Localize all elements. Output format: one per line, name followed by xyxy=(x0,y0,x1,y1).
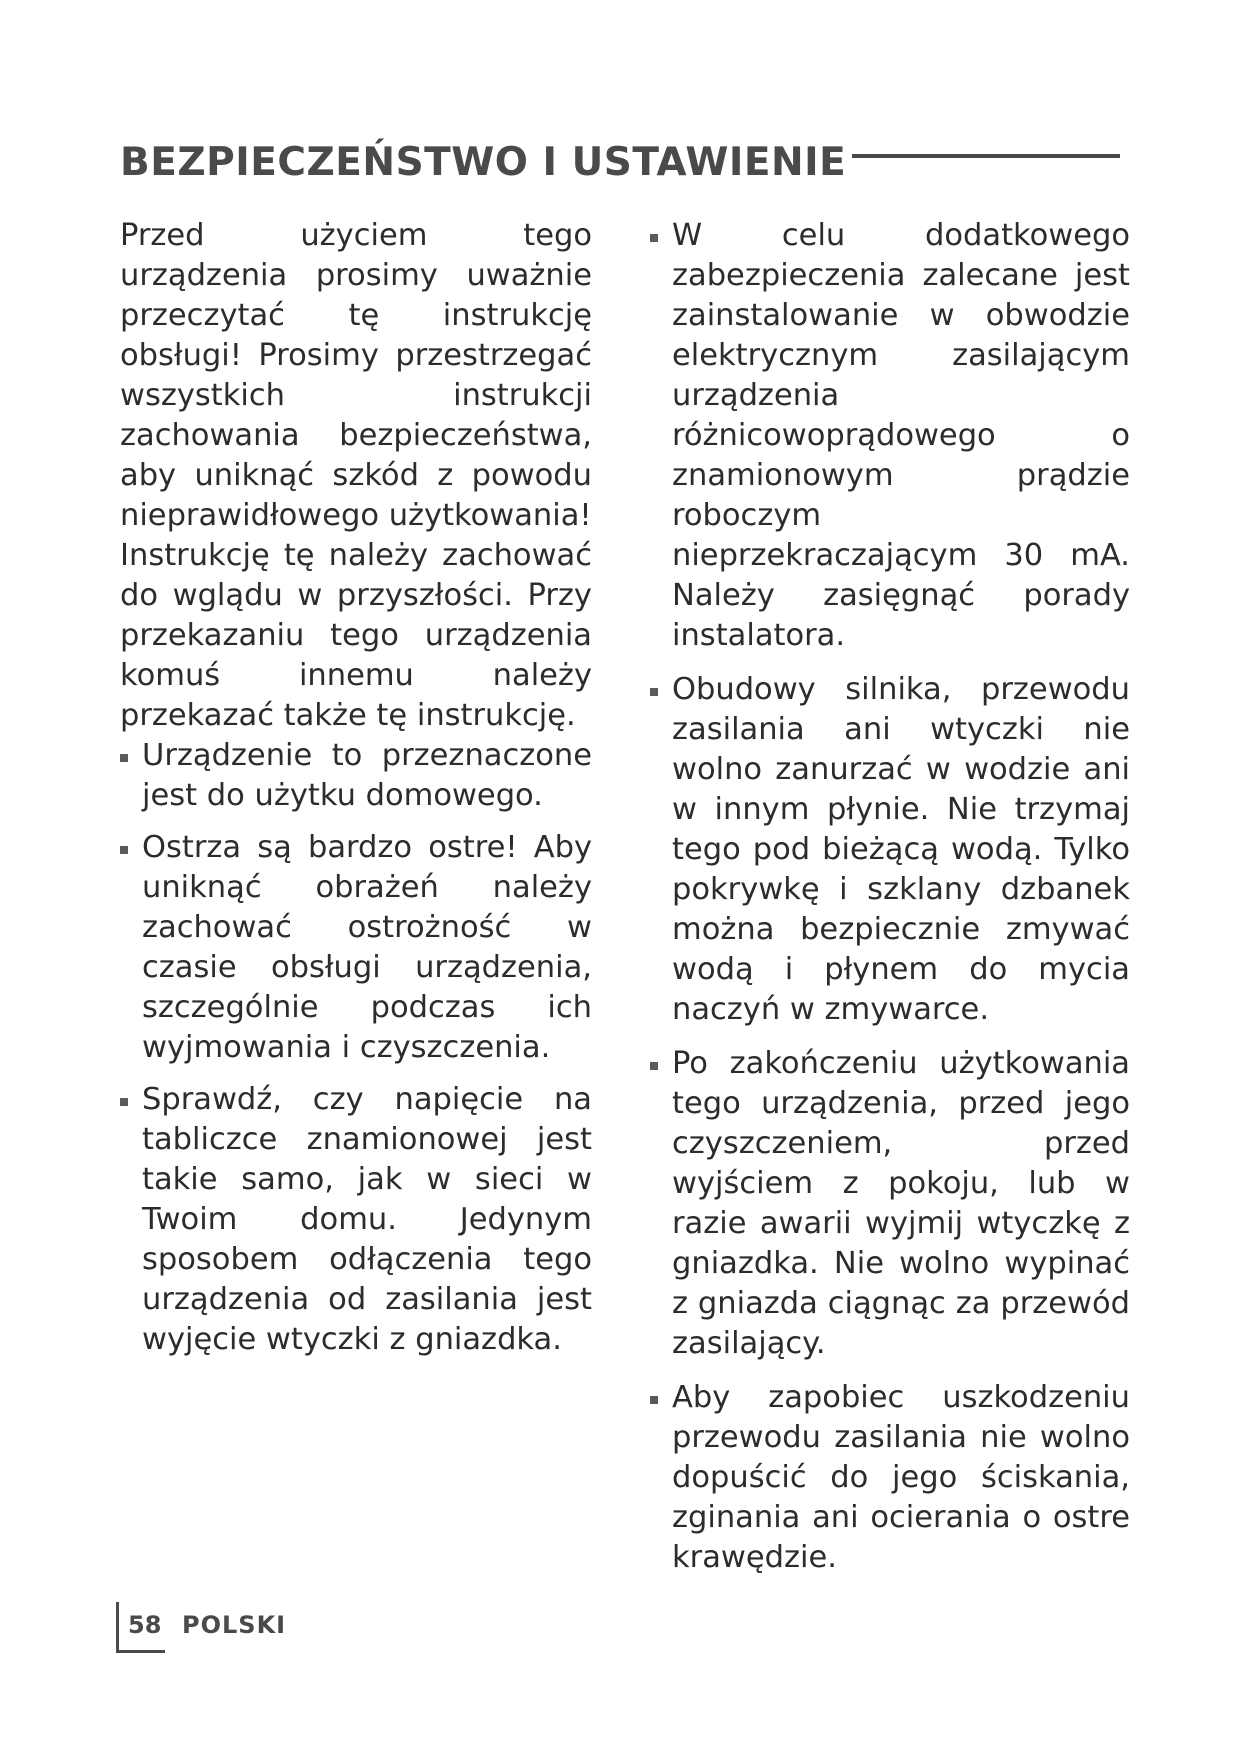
list-item-text: Sprawdź, czy napięcie na tabliczce znamionowej jest takie samo, jak w sieci w Twoim domu. Jedynym sposobem odłączenia tego urządzenia od zasilania jest wyjęcie wtyczki z gniazdka. xyxy=(142,1082,592,1357)
left-column xyxy=(120,216,592,1372)
language-label: POLSKI xyxy=(182,1611,287,1639)
list-item xyxy=(650,670,1130,1030)
intro-paragraph: Przed użyciem tego urządzenia prosimy uważnie przeczytać tę instrukcję obsługi! Prosimy przestrzegać wszystkich instrukcji zachowania bezpieczeństwa, aby uniknąć szkód z powodu nieprawidłowego użytkowania! xyxy=(120,218,592,533)
square-bullet-icon xyxy=(120,1098,128,1106)
list-item xyxy=(120,736,592,816)
square-bullet-icon xyxy=(120,846,128,854)
list-item xyxy=(650,1378,1130,1578)
list-item-text: Ostrza są bardzo ostre! Aby uniknąć obrażeń należy zachować ostrożność w czasie obsługi urządzenia, szczególnie podczas ich wyjmowania i czyszczenia. xyxy=(142,830,592,1065)
list-item xyxy=(120,828,592,1068)
list-item-text: Po zakończeniu użytkowania tego urządzenia, przed jego czyszczeniem, przed wyjściem z pokoju, lub w razie awarii wyjmij wtyczkę z gniazdka. Nie wolno wypinać z gniazda ciągnąc za przewód zasilający. xyxy=(672,1046,1130,1361)
list-item xyxy=(650,216,1130,656)
square-bullet-icon xyxy=(650,234,658,242)
list-item-text: Aby zapobiec uszkodzeniu przewodu zasilania nie wolno dopuścić do jego ściskania, zginania ani ocierania o ostre krawędzie. xyxy=(672,1380,1130,1575)
list-item-text: W celu dodatkowego zabezpieczenia zalecane jest zainstalowanie w obwodzie elektrycznym zasilającym urządzenia różnicowoprądowego o znamionowym prądzie roboczym nieprzekraczającym 30 mA. Należy zasięgnąć porady instalatora. xyxy=(672,218,1130,653)
square-bullet-icon xyxy=(120,754,128,762)
square-bullet-icon xyxy=(650,688,658,696)
page-number: 58 xyxy=(128,1611,162,1639)
right-column xyxy=(650,216,1130,1592)
intro-paragraph-2: Instrukcję tę należy zachować do wglądu w przyszłości. Przy przekazaniu tego urządzenia komuś innemu należy przekazać także tę instrukcję. xyxy=(120,538,592,733)
left-bullet-list xyxy=(120,736,592,1360)
list-item xyxy=(650,1044,1130,1364)
page-header xyxy=(120,112,1120,186)
square-bullet-icon xyxy=(650,1396,658,1404)
list-item-text: Urządzenie to przeznaczone jest do użytku domowego. xyxy=(142,738,592,813)
list-item-text: Obudowy silnika, przewodu zasilania ani wtyczki nie wolno zanurzać w wodzie ani w innym płynie. Nie trzymaj tego pod bieżącą wodą. Tylko pokrywkę i szklany dzbanek można bezpiecznie zmywać wodą i płynem do mycia naczyń w zmywarce. xyxy=(672,672,1130,1027)
page-footer xyxy=(116,1602,376,1652)
right-bullet-list xyxy=(650,216,1130,1578)
page-title: BEZPIECZEŃSTWO I USTAWIENIE xyxy=(120,140,847,186)
list-item xyxy=(120,1080,592,1360)
title-underline-rule xyxy=(852,154,1120,158)
square-bullet-icon xyxy=(650,1062,658,1070)
